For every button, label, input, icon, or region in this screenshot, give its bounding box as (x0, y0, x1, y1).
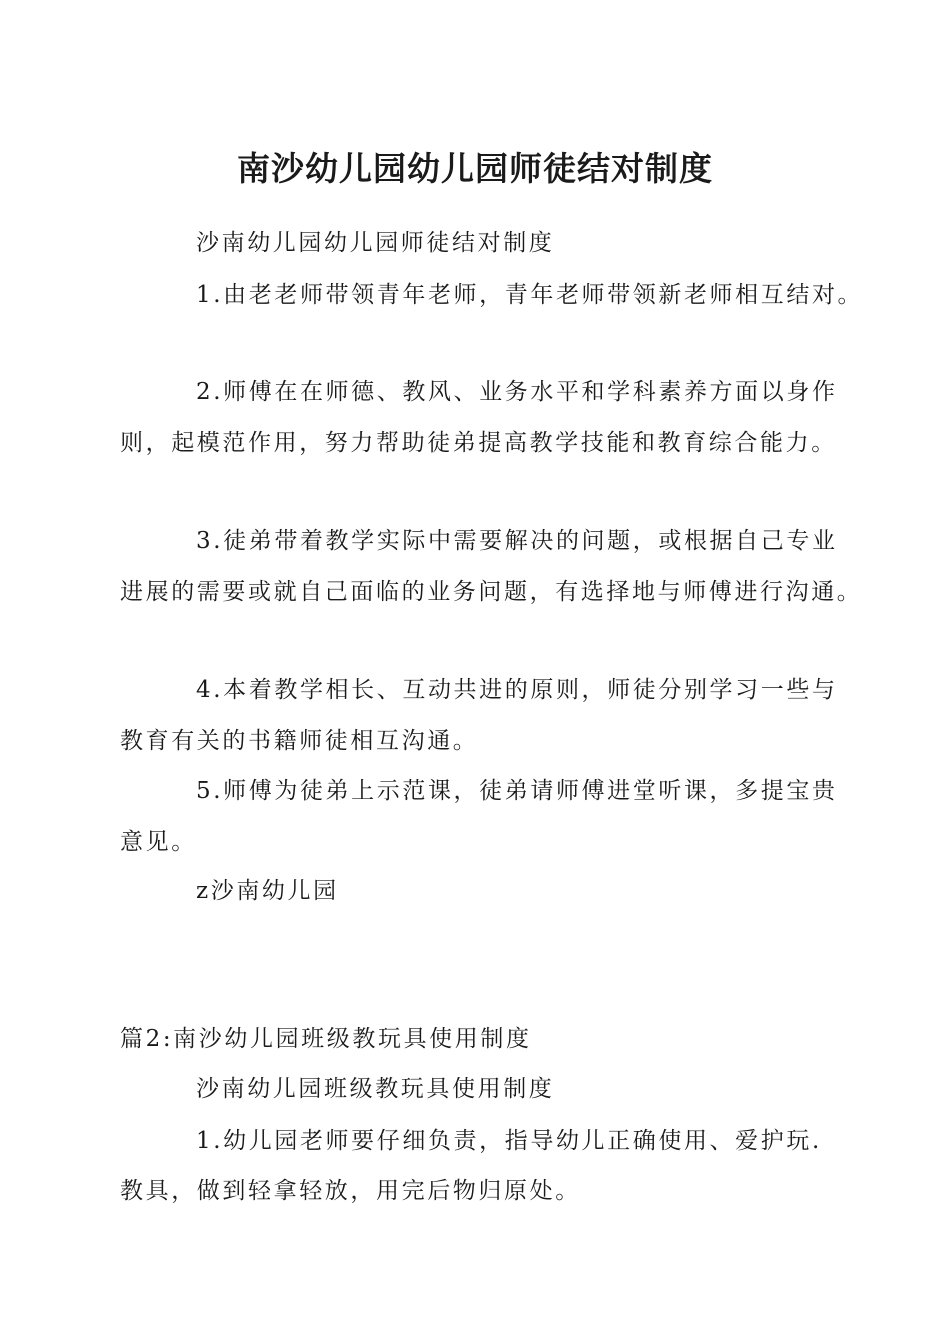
rule-5-line-2: 意见。 (120, 829, 197, 855)
rule-3-line-1: 3.徒弟带着教学实际中需要解决的问题，或根据自己专业 (196, 528, 838, 554)
rule-5-line-1: 5.师傅为徒弟上示范课，徒弟请师傅进堂听课，多提宝贵 (196, 778, 838, 804)
rule-4-line-2: 教育有关的书籍师徒相互沟通。 (120, 728, 479, 754)
rule-4-line-1: 4.本着教学相长、互动共进的原则，师徒分别学习一些与 (196, 677, 838, 703)
subtitle-line: 沙南幼儿园幼儿园师徒结对制度 (196, 230, 555, 256)
section-2-rule-1-line-2: 教具，做到轻拿轻放，用完后物归原处。 (120, 1178, 581, 1204)
rule-2-line-1: 2.师傅在在师德、教风、业务水平和学科素养方面以身作 (196, 379, 838, 405)
section-2-heading: 篇2:南沙幼儿园班级教玩具使用制度 (120, 1026, 532, 1052)
signature-line: z沙南幼儿园 (196, 878, 339, 904)
rule-2-line-2: 则，起模范作用，努力帮助徒弟提高教学技能和教育综合能力。 (120, 430, 837, 456)
document-title: 南沙幼儿园幼儿园师徒结对制度 (237, 149, 713, 188)
section-2-subtitle: 沙南幼儿园班级教玩具使用制度 (196, 1076, 555, 1102)
rule-3-line-2: 进展的需要或就自己面临的业务问题，有选择地与师傅进行沟通。 (120, 579, 863, 605)
rule-1-line: 1.由老老师带领青年老师，青年老师带领新老师相互结对。 (196, 282, 864, 308)
section-2-rule-1-line-1: 1.幼儿园老师要仔细负责，指导幼儿正确使用、爱护玩. (196, 1128, 822, 1154)
